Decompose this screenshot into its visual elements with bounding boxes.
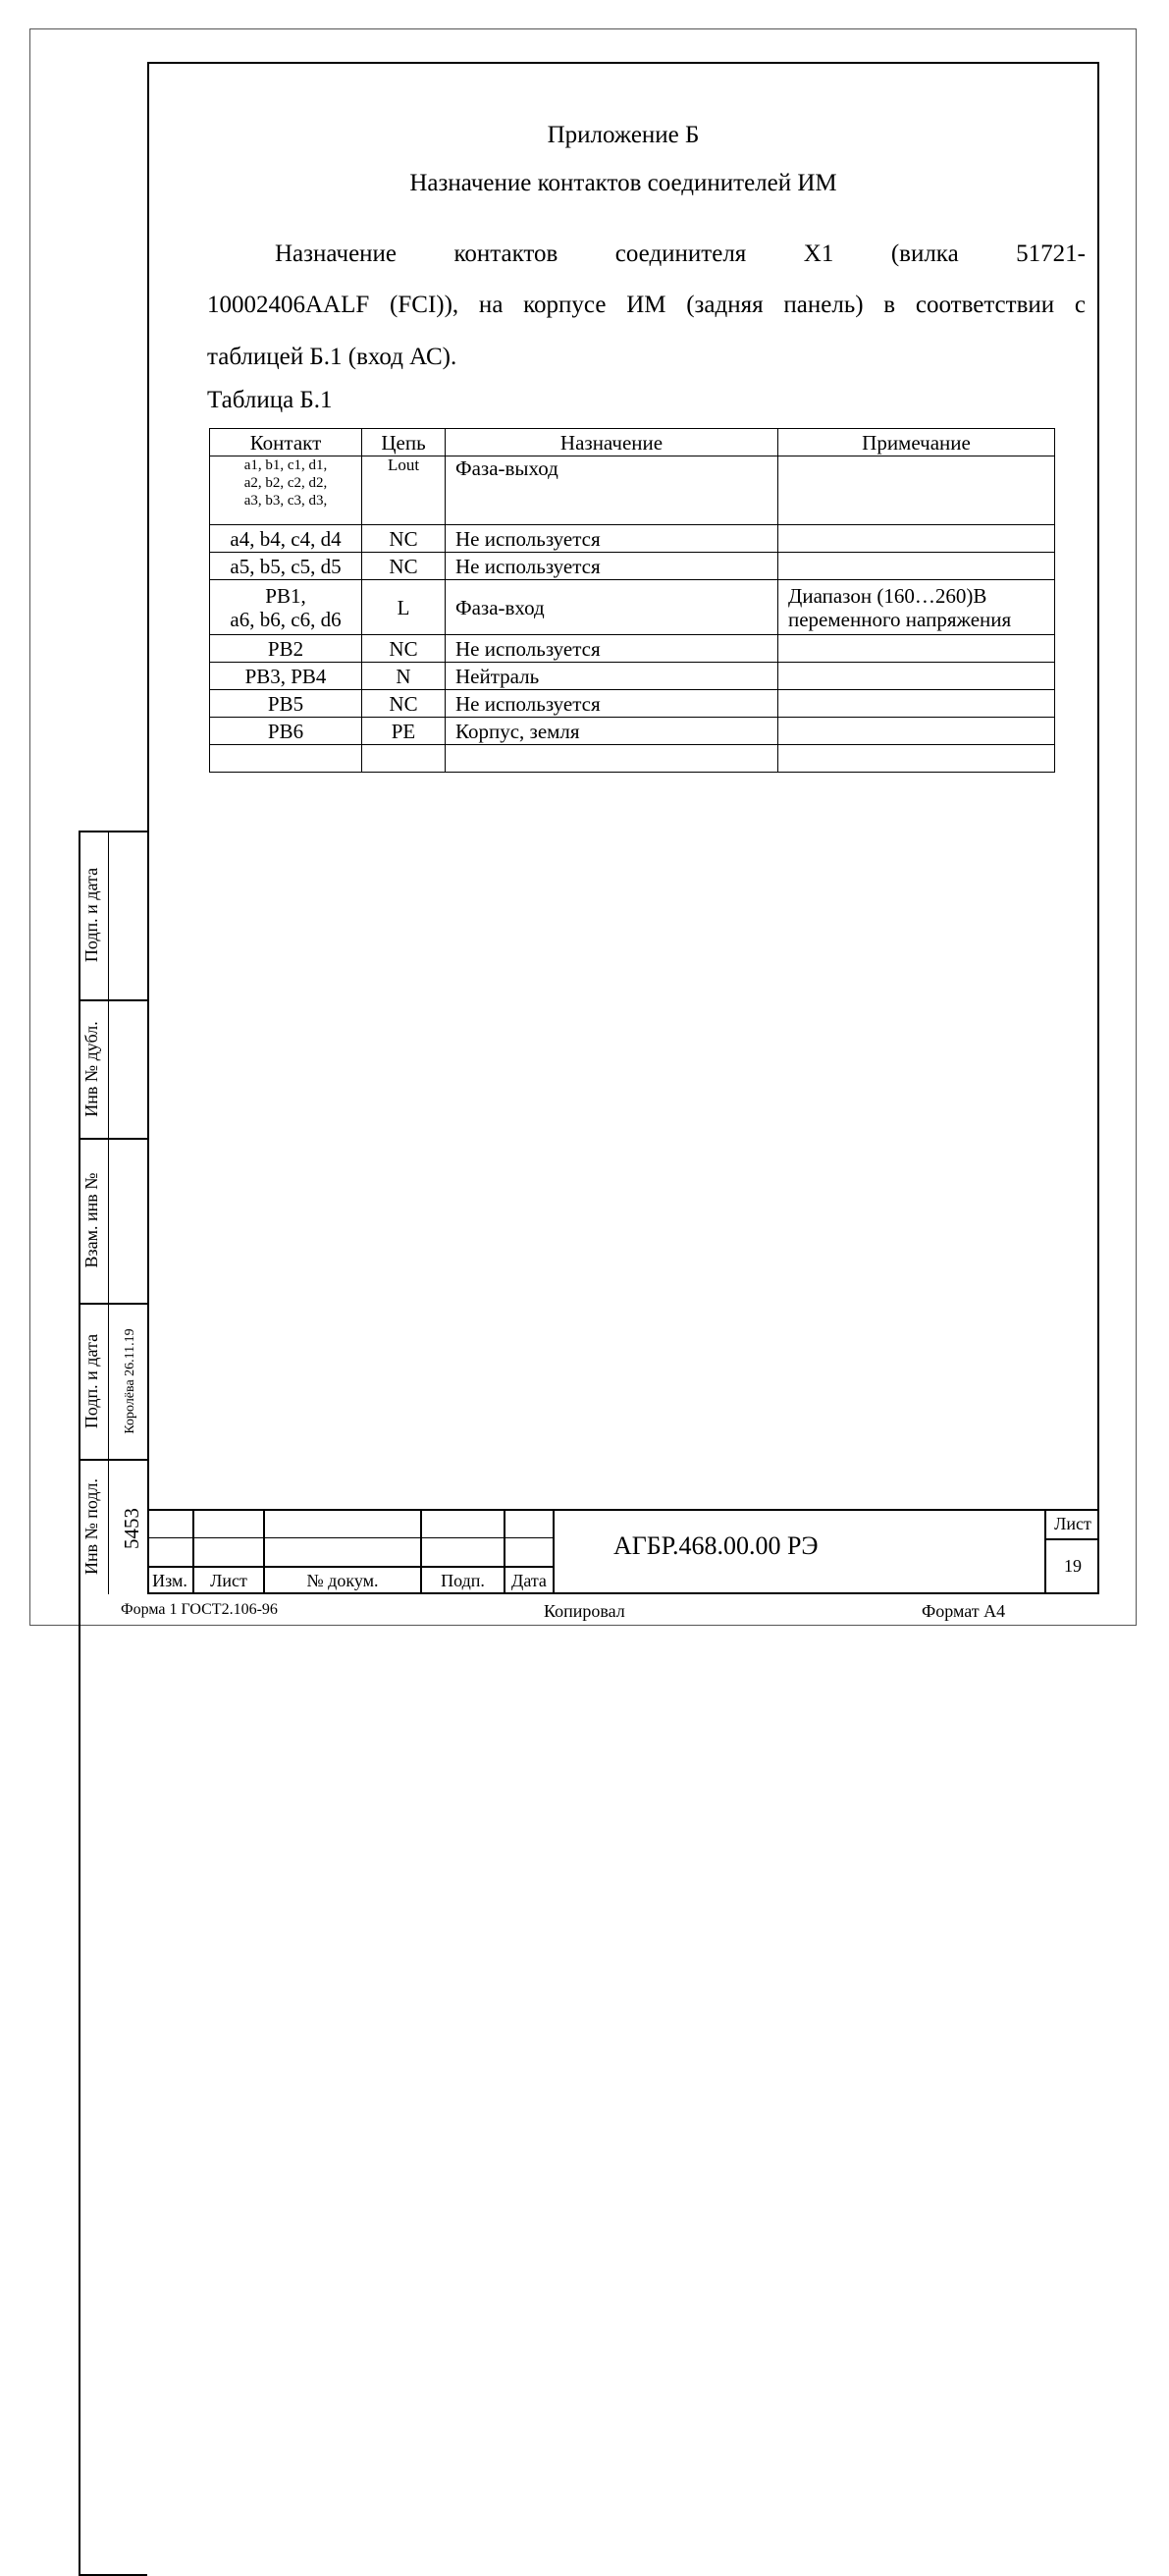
- contact-cell: [210, 456, 362, 525]
- word: (вилка: [890, 241, 959, 267]
- strip-label: Подп. и дата: [81, 1333, 101, 1429]
- contact-cell: a4, b4, c4, d4: [210, 525, 362, 553]
- note-cell: [778, 580, 1055, 635]
- word: контактов: [453, 241, 558, 267]
- note-cell: [778, 525, 1055, 553]
- contact-cell: PB3, PB4: [210, 663, 362, 690]
- note-cell: [778, 663, 1055, 690]
- purpose-cell: Не используется: [446, 635, 778, 663]
- circuit-cell: NC: [362, 553, 446, 580]
- tb-col-label: Дата: [511, 1571, 547, 1590]
- header-cell: Назначение: [446, 429, 778, 456]
- tb-row: [147, 1537, 554, 1538]
- table-header-row: [210, 429, 1055, 456]
- circuit-cell: NC: [362, 690, 446, 718]
- table-caption: Таблица Б.1: [207, 387, 333, 413]
- circuit-cell: L: [362, 580, 446, 635]
- empty-cell: [778, 745, 1055, 773]
- strip-label: Взам. инв №: [81, 1172, 101, 1268]
- inventory-number: 5453: [120, 1508, 143, 1549]
- strip-divider: [108, 831, 109, 1594]
- table-row: [210, 635, 1055, 663]
- contacts-table: [209, 428, 1055, 773]
- table-row: [210, 690, 1055, 718]
- circuit-cell: Lout: [362, 456, 446, 525]
- tb-border: [147, 1509, 1099, 1511]
- empty-cell: [210, 745, 362, 773]
- header-cell: Примечание: [778, 429, 1055, 456]
- note-cell: [778, 456, 1055, 525]
- table-row: [210, 718, 1055, 745]
- note-cell: [778, 718, 1055, 745]
- page-title: Назначение контактов соединителей ИМ: [409, 170, 837, 196]
- circuit-cell: N: [362, 663, 446, 690]
- contact-line: a3, b3, c3, d3,: [243, 493, 328, 509]
- paragraph-line-2-text: 10002406AALF (FCI)), на корпусе ИМ (задняя панель) в соответствии с: [207, 292, 1086, 318]
- contact-cell: [210, 580, 362, 635]
- note-line: переменного напряжения: [788, 607, 1012, 631]
- sheet-label: Лист: [1054, 1514, 1091, 1533]
- tb-col: [553, 1509, 555, 1594]
- note-cell: [778, 553, 1055, 580]
- tb-row: [1044, 1538, 1099, 1540]
- note-cell: [778, 635, 1055, 663]
- circuit-cell: NC: [362, 635, 446, 663]
- table-row: [210, 553, 1055, 580]
- contact-cell: PB5: [210, 690, 362, 718]
- document-code: АГБР.468.00.00 РЭ: [613, 1531, 819, 1560]
- purpose-cell: Не используется: [446, 525, 778, 553]
- contact-cell: PB6: [210, 718, 362, 745]
- circuit-cell: NC: [362, 525, 446, 553]
- table-row: [210, 663, 1055, 690]
- word: соединителя: [614, 241, 747, 267]
- purpose-cell: Нейтраль: [446, 663, 778, 690]
- strip-label: Инв № подл.: [81, 1477, 101, 1576]
- tb-col-label: № докум.: [306, 1571, 379, 1590]
- sheet-number: 19: [1064, 1556, 1082, 1576]
- paragraph-line-3: таблицей Б.1 (вход АС).: [207, 344, 457, 370]
- strip-label: Инв № дубл.: [81, 1021, 101, 1117]
- note-cell: [778, 690, 1055, 718]
- contact-cell: PB2: [210, 635, 362, 663]
- contact-cell: a5, b5, c5, d5: [210, 553, 362, 580]
- appendix-heading: Приложение Б: [547, 122, 700, 148]
- word: 51721-: [1016, 241, 1086, 267]
- strip-label: Подп. и дата: [81, 867, 101, 963]
- purpose-cell: Корпус, земля: [446, 718, 778, 745]
- tb-col-label: Изм.: [152, 1571, 187, 1590]
- table-row: [210, 525, 1055, 553]
- header-cell: Контакт: [210, 429, 362, 456]
- footer-format: Формат А4: [922, 1601, 1006, 1621]
- word: X1: [803, 241, 834, 267]
- circuit-cell: PE: [362, 718, 446, 745]
- purpose-cell: Фаза-выход: [446, 456, 778, 525]
- footer-copied: Копировал: [544, 1601, 625, 1621]
- empty-cell: [446, 745, 778, 773]
- contact-line: a2, b2, c2, d2,: [243, 475, 328, 491]
- header-cell: Цепь: [362, 429, 446, 456]
- table-row: [210, 580, 1055, 635]
- empty-cell: [362, 745, 446, 773]
- note-line: Диапазон (160…260)В: [788, 583, 987, 608]
- contact-line: a6, b6, c6, d6: [230, 607, 342, 631]
- paragraph-line-2: [207, 292, 1086, 319]
- paragraph-line-1: [275, 241, 1086, 268]
- table-row: [210, 456, 1055, 525]
- contact-line: a1, b1, c1, d1,: [243, 457, 328, 473]
- footer-form: Форма 1 ГОСТ2.106-96: [121, 1601, 278, 1618]
- word: Назначение: [275, 241, 398, 267]
- tb-col-label: Лист: [210, 1571, 247, 1590]
- tb-row: [147, 1566, 554, 1568]
- table-row-empty: [210, 745, 1055, 773]
- purpose-cell: Не используется: [446, 690, 778, 718]
- tb-col-label: Подп.: [441, 1571, 485, 1590]
- purpose-cell: Фаза-вход: [446, 580, 778, 635]
- purpose-cell: Не используется: [446, 553, 778, 580]
- contact-line: PB1,: [265, 583, 306, 608]
- signature: Королёва 26.11.19: [123, 1328, 137, 1434]
